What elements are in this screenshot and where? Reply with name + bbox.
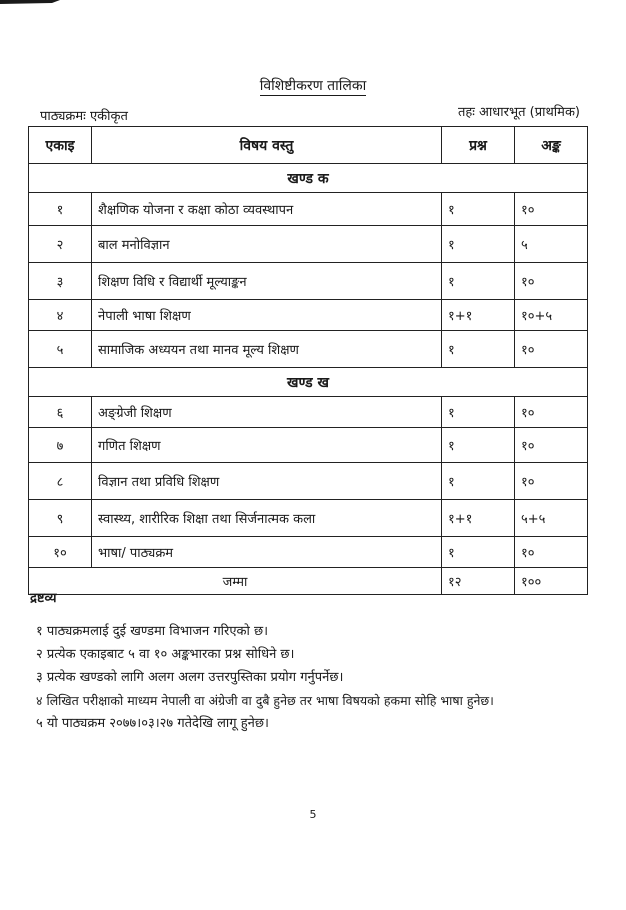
table-row	[29, 300, 588, 331]
row-questions: १	[442, 331, 515, 368]
total-row	[29, 568, 588, 595]
notes-list	[36, 620, 494, 735]
row-marks: ५+५	[515, 500, 588, 537]
row-unit: ४	[29, 300, 92, 331]
table-row	[29, 226, 588, 263]
total-label: जम्मा	[29, 568, 442, 595]
table-row	[29, 193, 588, 226]
row-marks: १०+५	[515, 300, 588, 331]
table-header-row	[29, 127, 588, 164]
row-questions: १+१	[442, 500, 515, 537]
row-subject: विज्ञान तथा प्रविधि शिक्षण	[92, 463, 442, 500]
note-item: १ पाठ्यक्रमलाई दुई खण्डमा विभाजन गरिएको छ।	[36, 624, 269, 639]
row-subject: शैक्षणिक योजना र कक्षा कोठा व्यवस्थापन	[92, 193, 442, 226]
row-subject: सामाजिक अध्ययन तथा मानव मूल्य शिक्षण	[92, 331, 442, 368]
row-unit: १	[29, 193, 92, 226]
section-row-a	[29, 164, 588, 193]
header-subject: विषय वस्तु	[92, 127, 442, 164]
row-marks: १०	[515, 193, 588, 226]
row-subject: शिक्षण विधि र विद्यार्थी मूल्याङ्कन	[92, 263, 442, 300]
row-questions: १	[442, 193, 515, 226]
row-unit: ६	[29, 397, 92, 428]
row-marks: १०	[515, 463, 588, 500]
row-questions: १	[442, 263, 515, 300]
row-unit: ९	[29, 500, 92, 537]
table-row	[29, 463, 588, 500]
row-marks: १०	[515, 397, 588, 428]
row-unit: १०	[29, 537, 92, 568]
table-row	[29, 397, 588, 428]
row-questions: १	[442, 397, 515, 428]
note-item: ५ यो पाठ्यक्रम २०७७।०३।२७ गतेदेखि लागू हुनेछ।	[36, 716, 269, 731]
table-row	[29, 263, 588, 300]
table-row	[29, 331, 588, 368]
row-unit: ५	[29, 331, 92, 368]
page-title: विशिष्टीकरण तालिका	[259, 78, 367, 94]
row-marks: १०	[515, 537, 588, 568]
table-row	[29, 428, 588, 463]
row-unit: ३	[29, 263, 92, 300]
specification-table	[28, 126, 588, 595]
row-unit: ८	[29, 463, 92, 500]
section-row-b	[29, 368, 588, 397]
section-b-label: खण्ड ख	[29, 368, 588, 397]
row-questions: १	[442, 428, 515, 463]
row-marks: ५	[515, 226, 588, 263]
row-marks: १०	[515, 428, 588, 463]
curriculum-label: पाठ्यक्रमः एकीकृत	[40, 109, 128, 124]
table-row	[29, 500, 588, 537]
level-label: तहः आधारभूत (प्राथमिक)	[457, 105, 580, 120]
page-number: 5	[309, 808, 317, 821]
section-a-label: खण्ड क	[29, 164, 588, 193]
scan-corner-mark	[0, 0, 60, 6]
row-questions: १	[442, 226, 515, 263]
row-marks: १०	[515, 331, 588, 368]
total-marks: १००	[515, 568, 588, 595]
table-row	[29, 537, 588, 568]
row-subject: भाषा/ पाठ्यक्रम	[92, 537, 442, 568]
total-questions: १२	[442, 568, 515, 595]
row-unit: २	[29, 226, 92, 263]
row-subject: अङ्ग्रेजी शिक्षण	[92, 397, 442, 428]
note-item: २ प्रत्येक एकाइबाट ५ वा १० अङ्कभारका प्रश्न सोधिने छ।	[36, 647, 295, 662]
row-unit: ७	[29, 428, 92, 463]
row-subject: गणित शिक्षण	[92, 428, 442, 463]
notes-heading: द्रष्टव्य	[30, 591, 57, 606]
row-questions: १	[442, 537, 515, 568]
row-subject: स्वास्थ्य, शारीरिक शिक्षा तथा सिर्जनात्मक कला	[92, 500, 442, 537]
row-questions: १+१	[442, 300, 515, 331]
row-subject: नेपाली भाषा शिक्षण	[92, 300, 442, 331]
row-marks: १०	[515, 263, 588, 300]
note-item: ४ लिखित परीक्षाको माध्यम नेपाली वा अंग्रेजी वा दुबै हुनेछ तर भाषा विषयको हकमा सोहि भाषा हुनेछ।	[36, 693, 494, 708]
header-marks: अङ्क	[515, 127, 588, 164]
row-questions: १	[442, 463, 515, 500]
header-unit: एकाइ	[29, 127, 92, 164]
header-questions: प्रश्न	[442, 127, 515, 164]
note-item: ३ प्रत्येक खण्डको लागि अलग अलग उत्तरपुस्तिका प्रयोग गर्नुपर्नेछ।	[36, 670, 344, 685]
row-subject: बाल मनोविज्ञान	[92, 226, 442, 263]
